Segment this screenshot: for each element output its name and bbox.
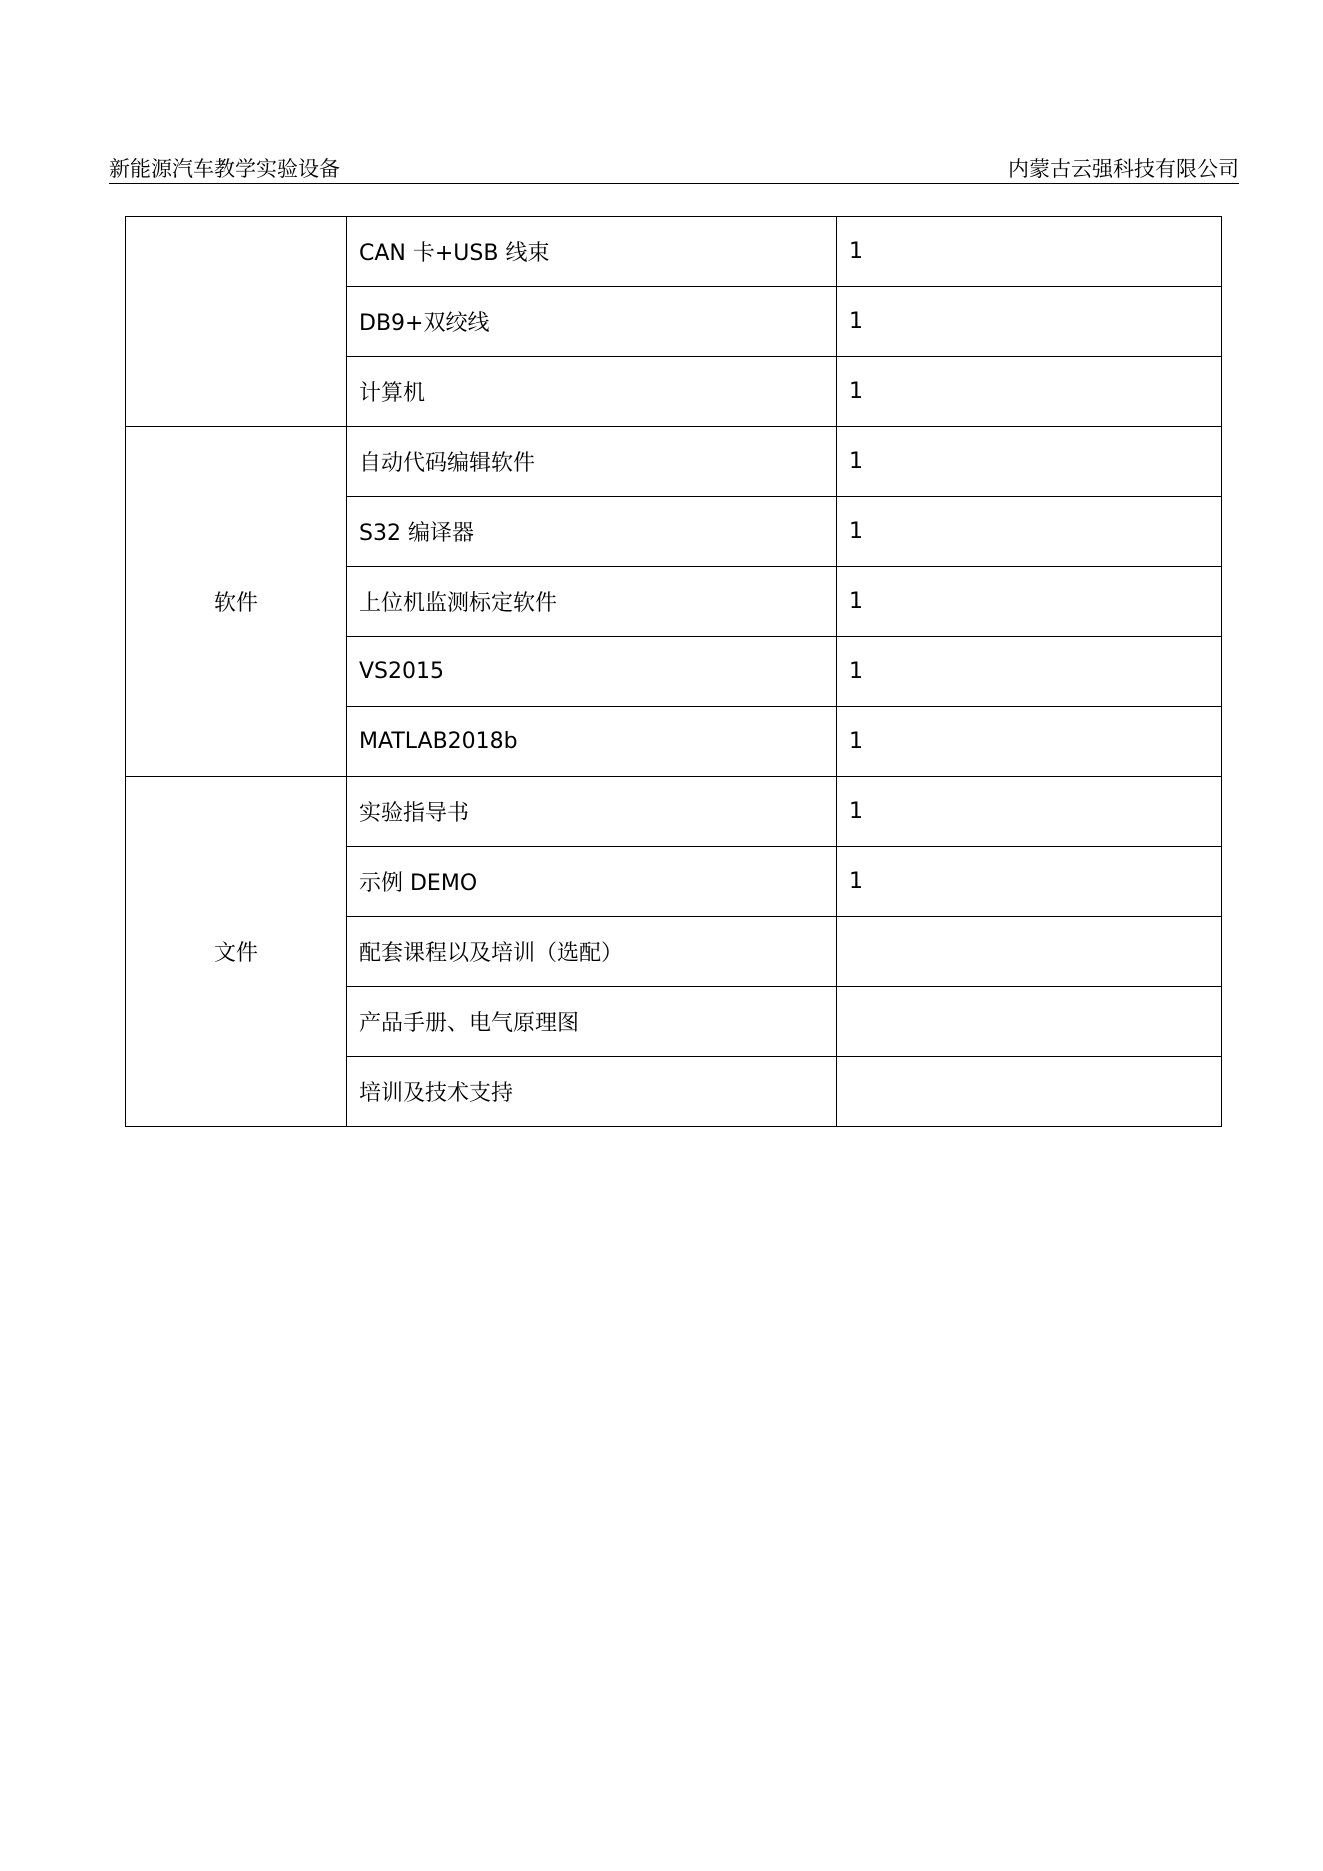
item-cell: 自动代码编辑软件 — [347, 427, 837, 497]
item-cell: 产品手册、电气原理图 — [347, 987, 837, 1057]
qty-cell — [837, 1057, 1222, 1127]
item-cell: 计算机 — [347, 357, 837, 427]
qty-cell — [837, 987, 1222, 1057]
item-cell: 培训及技术支持 — [347, 1057, 837, 1127]
table-row — [126, 427, 1222, 497]
qty-cell: 1 — [837, 357, 1222, 427]
table-row — [126, 217, 1222, 287]
qty-cell: 1 — [837, 497, 1222, 567]
category-cell: 文件 — [126, 777, 347, 1127]
item-cell: CAN 卡+USB 线束 — [347, 217, 837, 287]
item-cell: 上位机监测标定软件 — [347, 567, 837, 637]
qty-cell: 1 — [837, 637, 1222, 707]
header-left-title: 新能源汽车教学实验设备 — [109, 157, 340, 181]
item-cell: S32 编译器 — [347, 497, 837, 567]
qty-cell: 1 — [837, 847, 1222, 917]
qty-cell: 1 — [837, 777, 1222, 847]
category-cell — [126, 217, 347, 427]
item-cell: 示例 DEMO — [347, 847, 837, 917]
equipment-table — [125, 216, 1222, 1127]
qty-cell: 1 — [837, 707, 1222, 777]
qty-cell: 1 — [837, 427, 1222, 497]
qty-cell: 1 — [837, 567, 1222, 637]
table-row — [126, 777, 1222, 847]
page-header — [109, 155, 1239, 184]
item-cell: VS2015 — [347, 637, 837, 707]
qty-cell: 1 — [837, 287, 1222, 357]
category-cell: 软件 — [126, 427, 347, 777]
qty-cell: 1 — [837, 217, 1222, 287]
item-cell: 配套课程以及培训（选配） — [347, 917, 837, 987]
item-cell: DB9+双绞线 — [347, 287, 837, 357]
item-cell: 实验指导书 — [347, 777, 837, 847]
item-cell: MATLAB2018b — [347, 707, 837, 777]
qty-cell — [837, 917, 1222, 987]
header-right-company: 内蒙古云强科技有限公司 — [1008, 157, 1239, 181]
